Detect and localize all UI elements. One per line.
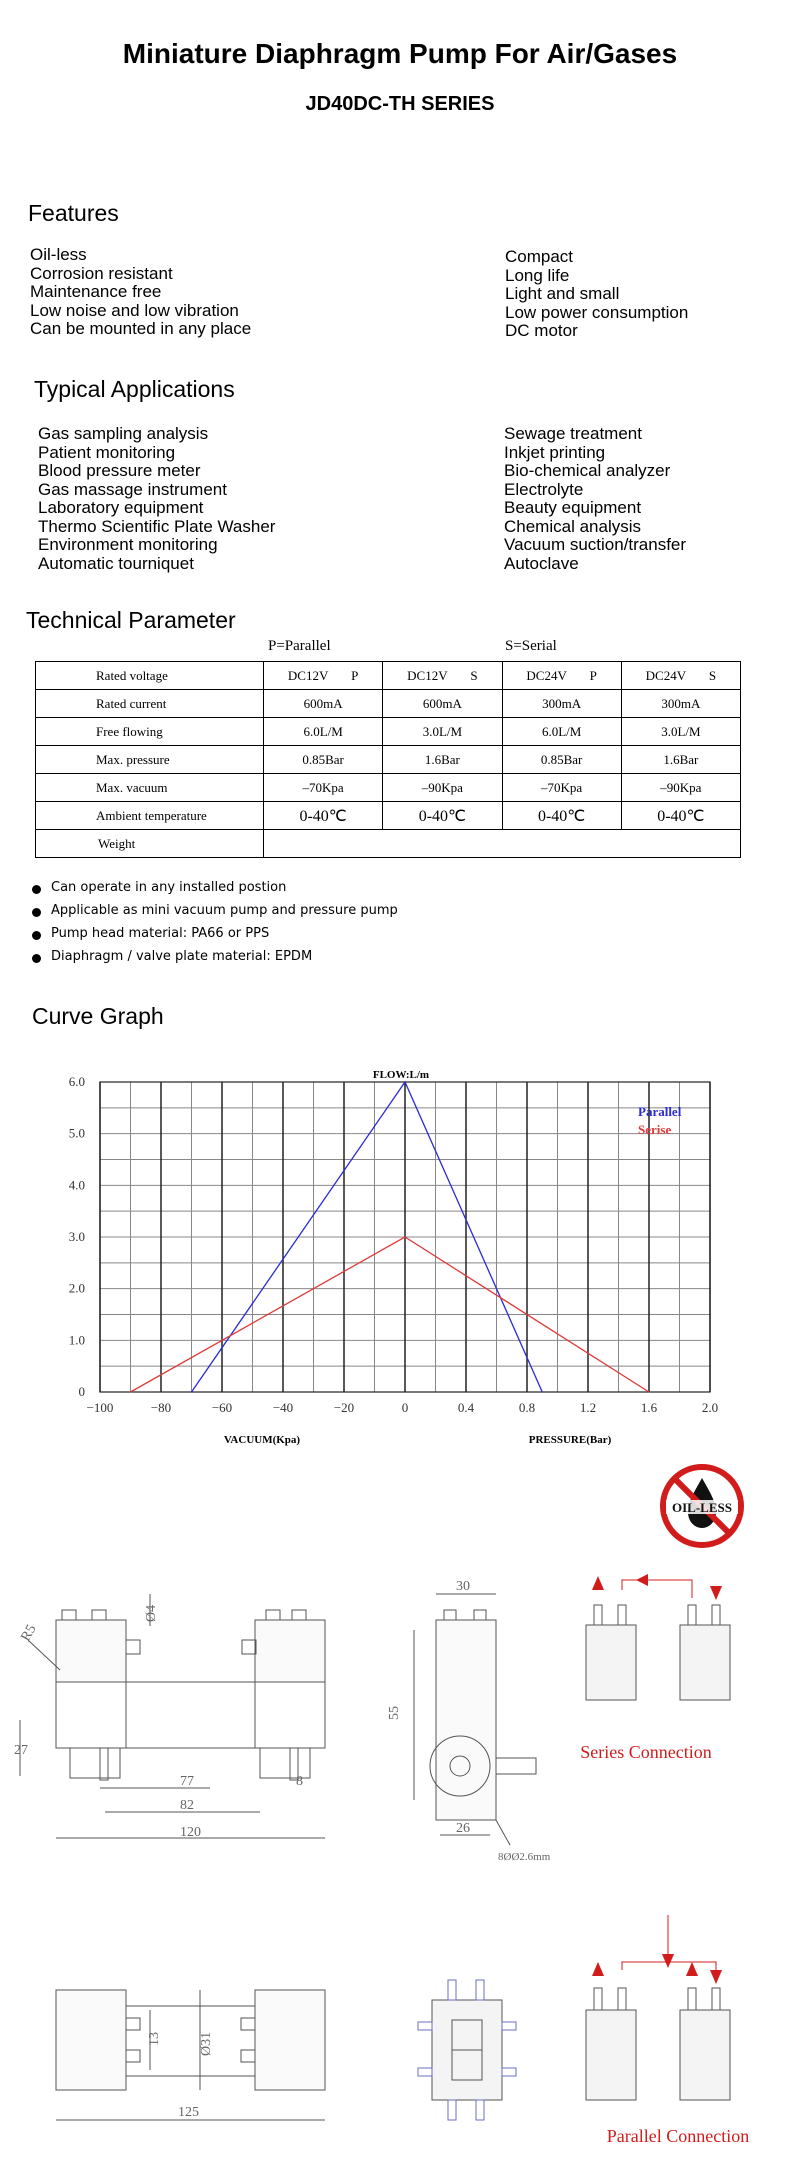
list-item: Oil-less <box>30 245 87 264</box>
y-tick-label: 1.0 <box>68 1332 85 1348</box>
notes-list <box>32 880 398 972</box>
serial-note: S=Serial <box>505 638 557 654</box>
curve-chart <box>0 1060 800 1460</box>
pump-head-drawing <box>418 1980 516 2120</box>
table-row <box>36 690 741 718</box>
dim-label: 82 <box>180 1798 194 1813</box>
series-subtitle: JD40DC-TH SERIES <box>305 93 495 115</box>
table-cell: –70Kpa <box>502 774 621 802</box>
list-item: Maintenance free <box>30 282 162 301</box>
list-item: Vacuum suction/transfer <box>504 535 687 554</box>
table-cell: 0-40℃ <box>621 802 740 830</box>
x-tick-label: 0.4 <box>457 1400 475 1415</box>
y-tick-label: 3.0 <box>68 1229 85 1244</box>
table-cell: 0-40℃ <box>383 802 502 830</box>
chart-grid <box>69 1074 718 1415</box>
list-item: Inkjet printing <box>504 442 606 462</box>
table-cell: DC24V S <box>621 662 740 690</box>
table-cell-label: Ambient temperature <box>36 802 264 830</box>
badge-text: OIL-LESS <box>672 1500 732 1515</box>
dim-label: Ø31 <box>199 2031 214 2056</box>
y-tick-label: 0 <box>78 1384 85 1399</box>
dim-label: R5 <box>18 1622 40 1644</box>
table-cell: DC12V S <box>383 662 502 690</box>
applications-left-list <box>38 425 275 573</box>
x-tick-label: 0.8 <box>518 1400 536 1415</box>
list-item: Chemical analysis <box>504 516 641 536</box>
technical-heading: Technical Parameter <box>26 607 236 633</box>
table-cell: 300mA <box>502 690 621 718</box>
x-axis-label-pressure: PRESSURE(Bar) <box>528 1434 612 1446</box>
table-cell: DC12V P <box>264 662 383 690</box>
x-tick-label: −40 <box>272 1400 294 1415</box>
features-heading: Features <box>28 200 119 226</box>
x-tick-label: −60 <box>211 1400 233 1415</box>
y-tick-label: 2.0 <box>68 1280 85 1296</box>
table-row <box>36 774 741 802</box>
x-tick-label: −80 <box>150 1400 172 1415</box>
table-cell: –90Kpa <box>621 774 740 802</box>
table-cell: 1.6Bar <box>621 746 740 774</box>
parallel-connection-label: Parallel Connection <box>606 2126 750 2146</box>
list-item: Corrosion resistant <box>30 263 173 283</box>
dim-label: 30 <box>456 1579 470 1594</box>
table-cell: 6.0L/M <box>264 718 383 746</box>
list-item: DC motor <box>505 321 578 340</box>
list-item: Low power consumption <box>505 302 689 322</box>
list-item: Low noise and low vibration <box>30 300 239 320</box>
list-item: Environment monitoring <box>38 535 218 554</box>
parallel-note: P=Parallel <box>268 638 331 654</box>
table-cell: 0-40℃ <box>502 802 621 830</box>
dim-label: 13 <box>147 2032 162 2046</box>
list-item: Light and small <box>505 284 620 303</box>
dim-label: 8ØØ2.6mm <box>498 1851 551 1863</box>
table-cell-label: Max. vacuum <box>36 774 264 802</box>
features-left-list <box>30 246 251 339</box>
legend-serise: Serise <box>638 1122 672 1137</box>
list-item: Blood pressure meter <box>38 461 201 480</box>
table-cell-label: Free flowing <box>36 718 264 746</box>
legend-parallel: Parallel <box>638 1104 682 1119</box>
list-item: Pump head material: PA66 or PPS <box>32 926 398 949</box>
technical-table <box>35 661 741 858</box>
x-axis-label-vacuum: VACUUM(Kpa) <box>223 1434 301 1446</box>
parallel-connection-drawing <box>586 1915 730 2100</box>
x-tick-label: 1.6 <box>640 1400 658 1415</box>
table-cell <box>264 830 741 858</box>
table-cell: 600mA <box>383 690 502 718</box>
dim-label: 26 <box>456 1821 470 1836</box>
top-view-drawing <box>56 1990 325 2120</box>
table-cell: –70Kpa <box>264 774 383 802</box>
table-cell: 600mA <box>264 690 383 718</box>
list-item: Autoclave <box>504 553 579 573</box>
dim-label: 27 <box>14 1743 28 1758</box>
table-cell: 6.0L/M <box>502 718 621 746</box>
list-item: Beauty equipment <box>504 498 642 517</box>
table-cell-label: Max. pressure <box>36 746 264 774</box>
y-tick-label: 6.0 <box>68 1074 85 1089</box>
table-cell-label: Weight <box>36 830 264 858</box>
table-cell: 0.85Bar <box>502 746 621 774</box>
list-item: Long life <box>505 265 570 285</box>
table-cell-label: Rated voltage <box>36 662 264 690</box>
chart-title: FLOW:L/m <box>372 1069 430 1081</box>
table-cell: 1.6Bar <box>383 746 502 774</box>
table-row <box>36 662 741 690</box>
table-cell: 0.85Bar <box>264 746 383 774</box>
series-connection-drawing <box>586 1580 730 1700</box>
applications-heading: Typical Applications <box>34 376 235 402</box>
x-tick-label: −100 <box>86 1400 114 1415</box>
dim-label: 77 <box>180 1774 194 1789</box>
list-item: Patient monitoring <box>38 442 176 462</box>
list-item: Can operate in any installed postion <box>32 880 398 903</box>
dim-label: 125 <box>178 2105 199 2120</box>
x-tick-label: 0 <box>401 1400 409 1415</box>
side-view-drawing <box>20 1594 325 1838</box>
features-right-list <box>505 248 688 341</box>
list-item: Automatic tourniquet <box>38 553 194 573</box>
applications-right-list <box>504 425 686 573</box>
series-connection-label: Series Connection <box>580 1742 712 1762</box>
y-tick-label: 5.0 <box>68 1125 85 1141</box>
table-cell: 3.0L/M <box>621 718 740 746</box>
table-cell: 0-40℃ <box>264 802 383 830</box>
list-item: Can be mounted in any place <box>30 319 252 338</box>
y-tick-label: 4.0 <box>68 1177 85 1193</box>
x-tick-label: 2.0 <box>701 1400 719 1415</box>
list-item: Applicable as mini vacuum pump and pressure pump <box>32 903 398 926</box>
list-item: Compact <box>505 247 574 266</box>
list-item: Gas massage instrument <box>38 479 227 499</box>
table-cell-label: Rated current <box>36 690 264 718</box>
list-item: Diaphragm / valve plate material: EPDM <box>32 949 398 972</box>
page-title: Miniature Diaphragm Pump For Air/Gases <box>122 38 678 69</box>
x-tick-label: −20 <box>333 1400 355 1415</box>
technical-drawings <box>0 1570 800 2174</box>
oil-less-badge <box>658 1462 746 1550</box>
dim-label: 8 <box>296 1774 303 1789</box>
table-cell: 300mA <box>621 690 740 718</box>
list-item: Thermo Scientific Plate Washer <box>38 516 276 536</box>
table-row <box>36 718 741 746</box>
front-view-drawing <box>414 1594 536 1845</box>
list-item: Electrolyte <box>504 479 584 499</box>
list-item: Sewage treatment <box>504 424 642 443</box>
dim-label: Ø4 <box>144 1604 159 1622</box>
table-cell: DC24V P <box>502 662 621 690</box>
table-cell: 3.0L/M <box>383 718 502 746</box>
table-cell: –90Kpa <box>383 774 502 802</box>
dim-label: 120 <box>180 1825 201 1840</box>
list-item: Laboratory equipment <box>38 498 204 517</box>
list-item: Gas sampling analysis <box>38 424 209 443</box>
table-row <box>36 746 741 774</box>
x-tick-label: 1.2 <box>579 1400 597 1415</box>
dim-label: 55 <box>387 1706 402 1720</box>
curve-heading: Curve Graph <box>32 1003 164 1029</box>
list-item: Bio-chemical analyzer <box>504 461 671 480</box>
table-row <box>36 830 741 858</box>
table-row <box>36 802 741 830</box>
